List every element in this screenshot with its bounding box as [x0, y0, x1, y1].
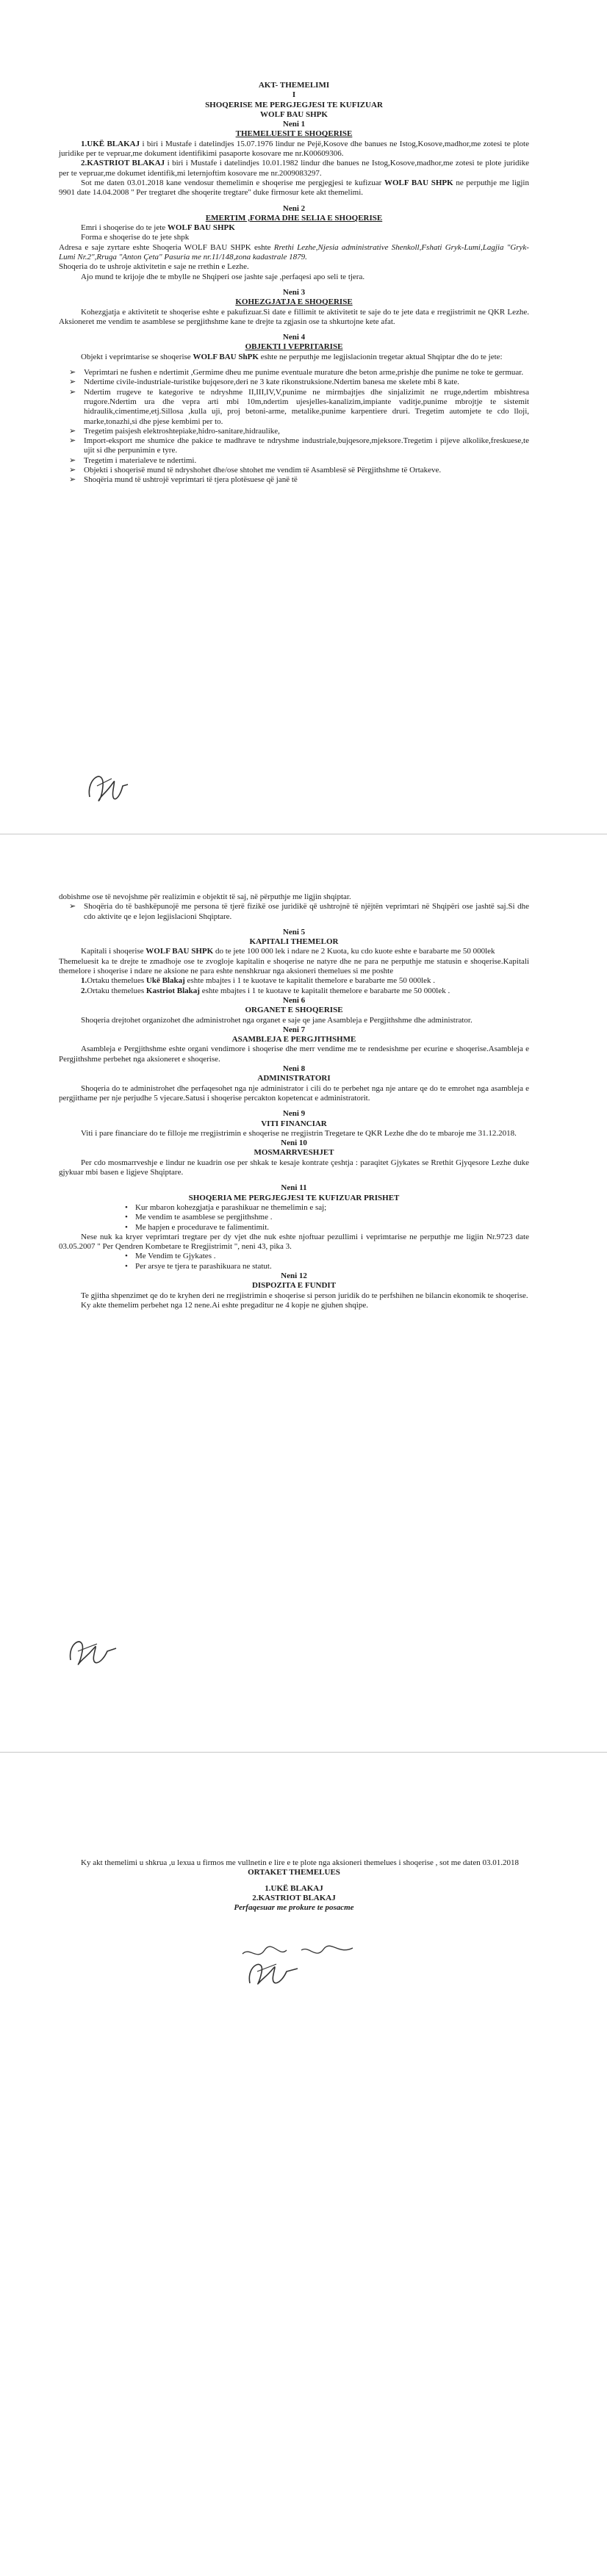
article-4-title: Neni 4 [282, 333, 306, 342]
list-item: ➢ Shoqëria do të bashkëpunojë me persona të tjerë fizikë ose juridikë qē ushtrojnë të njëjtën veprimtari në Shqipëri ose jashtë saj.Si dhe cdo aktivite qe e lejon legjislacioni Shqiptare. [69, 902, 529, 922]
activity-continuation: dobishme ose të nevojshme për realizimin e objektit të saj, në përputhje me ligjin shqiptar. [59, 892, 351, 901]
article-3-heading: KOHEZGJATJA E SHOQERISE [235, 297, 353, 307]
company-name-line [59, 223, 529, 233]
act-roman-numeral: I [292, 90, 296, 100]
activity-intro-c: eshte ne perputhje me legjislacionin tregetar aktual Shqiptar dhe do te jete: [258, 352, 503, 361]
article-7-heading: ASAMBLEJA E PERGJITHSHME [231, 1035, 356, 1045]
list-item: • Kur mbaron kohezgjatja e parashikuar ne themelimin e saj; [125, 1203, 529, 1213]
shareholder-2-index: 2. [81, 986, 87, 995]
article-3-title: Neni 3 [282, 287, 306, 297]
article-1-heading: THEMELUESIT E SHOQERISE [235, 129, 353, 139]
document-page-1 [0, 0, 607, 834]
article-6-title: Neni 6 [282, 995, 306, 1005]
dissolution-paragraph: Nese nuk ka kryer veprimtari tregtare per dy vjet dhe nuk eshte njoftuar pezullimi i veprimtarise ne perputhje me ligjin Nr.9723 date 03.05.2007 " Per Qendren Kombetare te Rregjistrimit ", neni 43, pika 3. [59, 1232, 529, 1252]
shareholder-1-details: eshte mbajtes i 1 te kuotave te kapitalit themelore e barabarte me 50 000lek . [184, 976, 436, 986]
article-5-heading: KAPITALI THEMELOR [249, 937, 339, 947]
act-subtitle: SHOQERISE ME PERGJEGJESI TE KUFIZUAR [205, 100, 383, 109]
article-12-heading: DISPOZITA E FUNDIT [251, 1281, 337, 1291]
company-name-label: Emri i shoqerise do te jete [81, 223, 168, 233]
shareholder-1-index: 1. [81, 976, 87, 986]
activity-intro-a: Objekt i veprimtarise se shoqerise [81, 352, 193, 361]
company-address-paragraph [59, 243, 529, 263]
financial-year-paragraph: Viti i pare financiare do te filloje me rregjistrimin e shoqerise ne rregjistrin Tregetare te QKR Lezhe dhe do te mbaroje me 31.12.2018. [81, 1128, 517, 1138]
list-item: ➢ Objekti i shoqerisë mund të ndryshohet dhe/ose shtohet me vendim të Asamblesë së Përgjithshme të Ortakeve. [69, 466, 529, 475]
article-6-heading: ORGANET E SHOQERISE [245, 1006, 343, 1015]
list-item: ➢ Tregetim i materialeve te ndertimi. [69, 456, 529, 466]
administrator-paragraph: Shoqeria do te administrohet dhe perfaqesohet nga nje administrator i cili do te perbehet nga nje antare qe do te emrohet nga asambleja e pergjithame per nje perjudhe 5 vjecare.Satusi i shoqerise percakton kopetencat e administratorit. [59, 1083, 529, 1103]
shareholder-2-name: Kastriot Blakaj [146, 986, 200, 995]
founder-1-name: 1.UKË BLAKAJ [81, 139, 140, 148]
shareholder-1-line [59, 976, 529, 986]
article-4-heading: OBJEKTI I VEPRITARISE [245, 342, 343, 352]
shareholder-2-details: eshte mbajtes i 1 te kuotave te kapitalit themelore e barabarte me 50 000lek . [199, 986, 450, 995]
list-item: ➢ Import-eksport me shumice dhe pakice te madhrave te ndryshme industriale,bujqesore,mjeksore.Tregetim i pijeve alkolike,freskuese,te ujit si dhe perpunimin e tyre. [69, 436, 529, 456]
activity-intro-company: WOLF BAU ShPK [193, 352, 259, 361]
article-2-heading: EMERTIM ,FORMA DHE SELIA E SHOQERISE [205, 213, 383, 223]
founding-decision-paragraph [59, 178, 529, 198]
shareholder-2-label: Ortaku themelues [87, 986, 146, 995]
article-9-heading: VITI FINANCIAR [261, 1119, 327, 1128]
document-page-3 [0, 1752, 607, 2576]
article-10-title: Neni 10 [281, 1139, 307, 1148]
assembly-paragraph: Asambleja e Pergjithshme eshte organi vendimore i shoqerise dhe merr vendime me te rendesishme per ecurine e shoqerise.Asambleja e Pergjithshme perbehet nga aksioneret e shoqerise. [59, 1045, 529, 1064]
company-branches-line: Ajo mund te krijoje dhe te mbylle ne Shqiperi ose jashte saje ,perfaqesi apo seli te tjera. [81, 272, 365, 281]
founder-2-name: 2.KASTRIOT BLAKAJ [81, 159, 165, 168]
founders-signatures [235, 1939, 367, 1991]
list-item: ➢ Ndertime civile-industriale-turistike bujqesore,deri ne 3 kate rikonstruksione.Ndertim banesa me skelete mbi 8 kate. [69, 378, 529, 387]
company-name: WOLF BAU SHPK [260, 109, 328, 119]
capital-text-c: do te jete 100 000 lek i ndare ne 2 Kuota, ku cdo kuote eshte e barabarte me 50 000lek [213, 947, 495, 956]
company-name-value: WOLF BAU SHPK [167, 223, 235, 233]
capital-paragraph [59, 947, 529, 956]
list-item: • Me Vendim te Gjykates . [125, 1252, 529, 1261]
list-item: ➢ Veprimtari ne fushen e ndertimit ,Germime dheu me punime eventuale murature dhe beton arme,prishje dhe punime ne toke te germuar. [69, 368, 529, 378]
company-address-label: Adresa e saje zyrtare eshte Shoqeria WOLF BAU SHPK eshte [59, 242, 274, 252]
activity-intro [59, 353, 529, 362]
founding-decision-text-c: ne perputhje me ligjin 9901 date 14.04.2008 " Per tregtaret dhe shoqerite tregtare" duke firmosur kete akt themelimi. [59, 178, 529, 198]
article-11-title: Neni 11 [281, 1183, 307, 1193]
page-1-signature [82, 764, 134, 808]
document-page-2 [0, 834, 607, 1752]
founding-decision-text-a: Sot me daten 03.01.2018 kane vendosur themelimin e shoqerise me pergjegjesi te kufizuar [81, 178, 384, 187]
dissolution-list [59, 1203, 529, 1233]
article-7-title: Neni 7 [282, 1025, 306, 1034]
closing-paragraph: Ky akt themelimi u shkrua ,u lexua u firmos me vullnetin e lire e te plote nga aksioneri themelues i shoqerise , sot me daten 03.01.2018 [81, 1858, 519, 1867]
article-11-heading: SHOQERIA ME PERGJEGJESI TE KUFIZUAR PRISHET [188, 1193, 400, 1202]
capital-company: WOLF BAU SHPK [146, 947, 214, 956]
list-item: ➢ Ndertim rrugeve te kategorive te ndryshme II,III,IV,V,punime ne mirmbajtjes dhe sinjalizimit ne rruge,ndertim mbishtresa rrugore.Ndertim ura dhe vepra arti mbi 10m,ndertim ujesjelles-kanalizim,impiante vaditje,punime mbrojtje te sistemit hidraulik,cimentime,etj.Sillosa ,kulla uji, proj betoni-arme, metalike,punime karpentiere druri. Tregetim automjete te cdo lloji, marke,tonazhi,si dhe pjese kembimi per to. [69, 388, 529, 427]
final-provision-paragraph-2: Ky akte themelim perbehet nga 12 nene.Ai eshte pregaditur ne 4 kopje ne gjuhen shqipe. [81, 1300, 368, 1310]
list-item: ➢ Shoqëria mund të ushtrojë veprimtari të tjera plotësuese që janë të [69, 475, 529, 485]
organs-paragraph: Shoqeria drejtohet organizohet dhe administrohet nga organet e saje qe jane Asambleja e Pergjithshme dhe administrator. [81, 1015, 473, 1025]
founders-heading: ORTAKET THEMELUES [248, 1868, 340, 1877]
page-2-content [59, 892, 529, 1310]
article-8-heading: ADMINISTRATORI [257, 1074, 331, 1083]
company-activity-region: Shoqeria do te ushroje aktivitetin e saje ne rrethin e Lezhe. [59, 262, 249, 272]
company-form-line: Forma e shoqerise do te jete shpk [81, 233, 190, 242]
disputes-paragraph: Per cdo mosmarrveshje e lindur ne kuadrin ose per shkak te kesaje kontrate çeshtja : paraqitet Gjykates se Rrethit Gjyqesore Lezhe duke gjykuar mbi basen e ligjeve Shqiptare. [59, 1158, 529, 1177]
list-item: • Per arsye te tjera te parashikuara ne statut. [125, 1262, 529, 1271]
list-item: ➢ Tregetim paisjesh elektroshtepiake,hidro-sanitare,hidraulike, [69, 427, 529, 436]
activity-list-continued [59, 902, 529, 922]
article-12-title: Neni 12 [281, 1271, 307, 1280]
capital-change-paragraph: Themeluesit ka te drejte te zmadhoje ose te zvogloje kapitalin e shoqerise ne natyre dhe ne para ne perputhje me statusin e shoqerise.Kapitali themelore i shoqerise i ndare ne aksione ne para eshte nenshkruar nga aksioneri themelues si me poshte [59, 956, 529, 976]
article-8-title: Neni 8 [282, 1064, 306, 1074]
page-1-content [59, 81, 529, 486]
list-item: • Me vendim te asamblese se pergjithshme . [125, 1213, 529, 1222]
founder-1-signature-name: 1.UKË BLAKAJ [265, 1883, 323, 1893]
duration-paragraph: Kohezgjatja e aktivitetit te shoqerise eshte e pakufizuar.Si date e fillimit te aktivitetit te saje do te jete data e rregjistrimit ne QKR Lezhe. Aksioneret me vendim te asamblese se pergjithshme kane te drejte ta zgjasin ose ta shkurtojne kete afat. [59, 307, 529, 326]
page-2-signature [65, 1631, 123, 1671]
article-2-title: Neni 2 [282, 203, 306, 213]
dissolution-list-2 [59, 1252, 529, 1271]
article-9-title: Neni 9 [282, 1109, 306, 1119]
page-3-content [59, 1858, 529, 1913]
final-provision-paragraph-1: Te gjitha shpenzimet qe do te kryhen deri ne rregjistrimin e shoqerise si person juridik do te perfshihen ne bilancin ekonomik te shoqerise. [81, 1291, 528, 1300]
shareholder-2-line [59, 986, 529, 996]
shareholder-1-label: Ortaku themelues [87, 976, 146, 986]
activity-list [59, 368, 529, 486]
founder-2-paragraph [59, 159, 529, 178]
article-1-title: Neni 1 [282, 120, 306, 129]
act-title: AKT- THEMELIMI [258, 81, 330, 90]
proxy-note: Perfaqesuar me prokure te posacme [234, 1903, 354, 1913]
capital-text-a: Kapitali i shoqerise [81, 947, 146, 956]
founder-1-paragraph [59, 140, 529, 159]
founder-2-signature-name: 2.KASTRIOT BLAKAJ [252, 1893, 336, 1902]
list-item: • Me hapjen e procedurave te falimentimit. [125, 1223, 529, 1233]
shareholder-1-name: Ukë Blakaj [146, 976, 185, 986]
founder-1-details: i biri i Mustafe i datelindjes 15.07.1976 lindur ne Pejë,Kosove dhe banues ne Istog,Kosove,madhor,me zotesi te plote juridike per te vepruar,me dokument identifikimi pasaporte kosovare me nr.K00609306. [59, 139, 529, 159]
company-address-value: Rrethi Lezhe,Njesia administrative Shenkoll,Fshati Gryk-Lumi,Lagjia "Gryk-Lumi Nr.2",Rruga "Anton Çeta" Pasuria me nr.11/148,zona kadastrale 1879. [59, 242, 529, 262]
founding-decision-company: WOLF BAU SHPK [384, 178, 453, 187]
article-5-title: Neni 5 [282, 927, 306, 937]
article-10-heading: MOSMARRVESHJET [254, 1148, 334, 1158]
founder-2-details: i biri i Mustafe i datelindjes 10.01.1982 lindur dhe banues ne Istog,Kosove,madhor,me zotesi te plote juridike per te vepruar,me dokumet identifik,mi leternjoftim kosovare me nr.2009083297. [59, 159, 529, 178]
